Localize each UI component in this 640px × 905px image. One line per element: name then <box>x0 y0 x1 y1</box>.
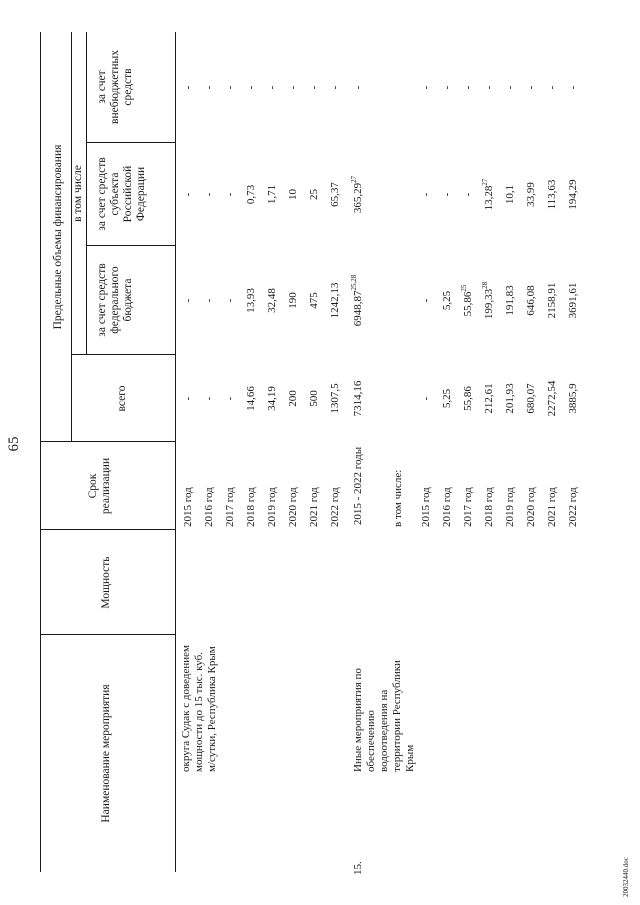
cell-extra <box>546 32 559 143</box>
rule-incl-under <box>86 32 87 355</box>
header-capacity: Мощность <box>100 556 112 609</box>
cell-period-value: 2015 год <box>182 487 194 527</box>
cell-total <box>245 355 258 442</box>
summary-regional <box>352 143 365 246</box>
cell-period <box>308 445 321 527</box>
cell-extra-value: - <box>504 85 516 90</box>
cell-period-value: 2018 год <box>245 487 257 527</box>
cell-federal <box>483 246 496 355</box>
cell-period <box>224 445 237 527</box>
cell-period <box>441 445 454 527</box>
cell-regional-value: 33,99 <box>525 182 537 207</box>
cell-period-value: 2022 год <box>329 487 341 527</box>
cell-extra <box>287 32 300 143</box>
cell-total-value: - <box>224 396 236 401</box>
cell-total <box>441 355 454 442</box>
cell-regional-value: 10 <box>287 189 299 200</box>
cell-regional <box>546 143 559 246</box>
cell-federal <box>245 246 258 355</box>
cell-extra <box>525 32 538 143</box>
cell-regional-note: 27 <box>481 178 489 186</box>
cell-regional <box>525 143 538 246</box>
cell-period-value: 2020 год <box>525 487 537 527</box>
cell-extra <box>483 32 496 143</box>
cell-regional <box>329 143 342 246</box>
cell-total-value: - <box>203 396 215 401</box>
cell-extra <box>245 32 258 143</box>
header-extra: за счет внебюджетных средств <box>96 50 134 124</box>
cell-federal-value: 475 <box>308 292 320 309</box>
cell-federal <box>525 246 538 355</box>
cell-federal-value: 646,08 <box>525 285 537 316</box>
cell-extra-value: - <box>266 85 278 90</box>
cell-total-value: 2272,54 <box>546 380 558 417</box>
cell-period <box>525 445 538 527</box>
cell-period <box>483 445 496 527</box>
header-incl: в том числе <box>72 165 84 222</box>
cell-period-value: 2022 год <box>567 487 579 527</box>
cell-federal-value: 2158,91 <box>546 282 558 319</box>
cell-total <box>567 355 580 442</box>
document-code: 20032440.doc <box>622 857 630 897</box>
header-total: всего <box>116 385 128 412</box>
cell-federal-value: 13,93 <box>245 288 257 313</box>
cell-period <box>462 445 475 527</box>
cell-total-value: 200 <box>287 390 299 407</box>
cell-federal-value: 3691,61 <box>567 282 579 319</box>
cell-federal <box>462 246 475 355</box>
cell-regional-value: 0,73 <box>245 184 257 205</box>
header-limits: Предельные объемы финансирования <box>52 144 64 330</box>
cell-total <box>266 355 279 442</box>
cell-period <box>504 445 517 527</box>
cell-period-value: 2019 год <box>266 487 278 527</box>
summary-regional-note: 27 <box>350 175 358 183</box>
page-number: 65 <box>6 436 22 452</box>
cell-extra-value: - <box>441 85 453 90</box>
cell-regional-value: 25 <box>308 189 320 200</box>
cell-extra <box>224 32 237 143</box>
cell-total-value: 3885,9 <box>567 383 579 414</box>
cell-extra <box>567 32 580 143</box>
cell-total-value: 201,93 <box>504 383 516 414</box>
cell-regional-value: 13,28 <box>483 185 495 211</box>
cell-period <box>266 445 279 527</box>
cell-federal-value: - <box>203 298 215 303</box>
cell-total <box>182 355 195 442</box>
cell-period-value: 2016 год <box>441 487 453 527</box>
cell-federal-value: - <box>182 298 194 303</box>
cell-federal <box>504 246 517 355</box>
cell-total <box>504 355 517 442</box>
cell-total <box>525 355 538 442</box>
measure-b-name: Иные мероприятия по обеспечению водоотведения на территории Республики Крым <box>352 660 416 772</box>
cell-extra <box>203 32 216 143</box>
cell-total-value: 34,19 <box>266 386 278 411</box>
cell-period-value: 2021 год <box>308 487 320 527</box>
cell-extra <box>329 32 342 143</box>
cell-federal-value: 199,33 <box>483 288 495 320</box>
cell-total <box>420 355 433 442</box>
cell-total <box>546 355 559 442</box>
cell-total <box>329 355 342 442</box>
cell-federal <box>329 246 342 355</box>
cell-total-value: - <box>420 396 432 401</box>
incl-label: в том числе: <box>392 469 404 527</box>
cell-regional-value: 194,29 <box>567 179 579 210</box>
cell-total <box>203 355 216 442</box>
rule-federal-regional <box>86 245 175 246</box>
cell-total-value: 5,25 <box>441 388 453 409</box>
cell-regional <box>504 143 517 246</box>
cell-regional <box>245 143 258 246</box>
cell-regional <box>203 143 216 246</box>
header-regional: за счет средств субъекта Российской Федерации <box>96 157 147 231</box>
cell-regional <box>441 143 454 246</box>
cell-regional <box>462 143 475 246</box>
cell-federal <box>287 246 300 355</box>
cell-regional <box>224 143 237 246</box>
cell-federal <box>441 246 454 355</box>
cell-federal-value: 32,48 <box>266 288 278 313</box>
cell-period-value: 2021 год <box>546 487 558 527</box>
cell-extra-value: - <box>245 85 257 90</box>
cell-extra <box>441 32 454 143</box>
cell-period-value: 2017 год <box>224 487 236 527</box>
cell-federal <box>567 246 580 355</box>
cell-federal <box>420 246 433 355</box>
cell-regional <box>483 143 496 246</box>
cell-period-value: 2019 год <box>504 487 516 527</box>
cell-period-value: 2017 год <box>462 487 474 527</box>
cell-federal <box>308 246 321 355</box>
header-federal: за счет средств федерального бюджета <box>96 263 134 337</box>
cell-total-value: 500 <box>308 390 320 407</box>
cell-federal-value: 5,25 <box>441 290 453 311</box>
summary-regional-value: 365,29 <box>352 182 364 214</box>
cell-extra <box>504 32 517 143</box>
cell-total <box>483 355 496 442</box>
cell-period <box>203 445 216 527</box>
cell-regional-value: - <box>203 192 215 197</box>
cell-federal-note: 28 <box>481 281 489 289</box>
cell-period <box>567 445 580 527</box>
cell-regional <box>567 143 580 246</box>
cell-federal <box>182 246 195 355</box>
cell-total <box>308 355 321 442</box>
cell-extra <box>420 32 433 143</box>
cell-total-value: 1307,5 <box>329 383 341 414</box>
cell-period-value: 2018 год <box>483 487 495 527</box>
summary-federal-value: 6948,87 <box>352 290 364 327</box>
cell-extra-value: - <box>287 85 299 90</box>
cell-total-value: 14,66 <box>245 386 257 411</box>
cell-regional-value: 10,1 <box>504 184 516 205</box>
cell-extra-value: - <box>203 85 215 90</box>
cell-extra <box>462 32 475 143</box>
cell-total-value: 55,86 <box>462 386 474 411</box>
measure-b-number: 15. <box>352 861 364 875</box>
cell-total <box>462 355 475 442</box>
cell-total <box>287 355 300 442</box>
cell-federal-value: 55,86 <box>462 291 474 317</box>
cell-federal-value: - <box>420 298 432 303</box>
cell-period <box>182 445 195 527</box>
cell-extra <box>308 32 321 143</box>
cell-regional <box>266 143 279 246</box>
header-period: Срок реализации <box>87 457 112 515</box>
cell-federal <box>224 246 237 355</box>
cell-extra <box>266 32 279 143</box>
cell-regional-value: - <box>182 192 194 197</box>
cell-regional-value: 113,63 <box>546 179 558 210</box>
cell-federal-value: 1242,13 <box>329 282 341 319</box>
cell-period <box>420 445 433 527</box>
cell-period <box>546 445 559 527</box>
cell-extra-value: - <box>525 85 537 90</box>
cell-period <box>245 445 258 527</box>
cell-extra <box>182 32 195 143</box>
cell-period-value: 2016 год <box>203 487 215 527</box>
cell-federal <box>546 246 559 355</box>
summary-total: 7314,16 <box>352 380 364 417</box>
cell-total <box>224 355 237 442</box>
cell-period <box>329 445 342 527</box>
summary-federal <box>352 246 365 355</box>
header-top-rule <box>40 32 41 872</box>
cell-federal <box>203 246 216 355</box>
header-name: Наименование мероприятия <box>100 684 112 823</box>
summary-period: 2015 - 2022 годы <box>352 446 364 526</box>
header-bottom-rule <box>175 32 176 872</box>
cell-regional-value: - <box>441 192 453 197</box>
cell-regional <box>182 143 195 246</box>
measure-a-name: округа Судак с доведением мощности до 15 тыс. куб. м/сутки, Республика Крым <box>180 645 218 772</box>
rule-regional-extra <box>86 142 175 143</box>
cell-extra-value: - <box>483 85 495 90</box>
cell-regional-value: 1,71 <box>266 184 278 205</box>
cell-regional-value: - <box>420 192 432 197</box>
cell-total-value: 212,61 <box>483 383 495 414</box>
cell-federal-note: 25 <box>460 284 468 292</box>
cell-period-value: 2015 год <box>420 487 432 527</box>
cell-extra-value: - <box>182 85 194 90</box>
summary-extra: - <box>352 85 364 90</box>
cell-total-value: - <box>182 396 194 401</box>
summary-federal-note: 25,28 <box>350 274 358 291</box>
cell-extra-value: - <box>462 85 474 90</box>
cell-period-value: 2020 год <box>287 487 299 527</box>
cell-federal-value: 190 <box>287 292 299 309</box>
cell-extra-value: - <box>420 85 432 90</box>
cell-extra-value: - <box>308 85 320 90</box>
cell-extra-value: - <box>224 85 236 90</box>
cell-regional <box>308 143 321 246</box>
cell-regional <box>420 143 433 246</box>
cell-period <box>287 445 300 527</box>
cell-regional <box>287 143 300 246</box>
cell-extra-value: - <box>546 85 558 90</box>
cell-extra-value: - <box>567 85 579 90</box>
cell-federal-value: - <box>224 298 236 303</box>
cell-regional-value: - <box>462 192 474 197</box>
cell-total-value: 680,07 <box>525 383 537 414</box>
cell-regional-value: - <box>224 192 236 197</box>
cell-extra-value: - <box>329 85 341 90</box>
cell-federal <box>266 246 279 355</box>
cell-federal-value: 191,83 <box>504 285 516 316</box>
cell-regional-value: 65,37 <box>329 182 341 207</box>
